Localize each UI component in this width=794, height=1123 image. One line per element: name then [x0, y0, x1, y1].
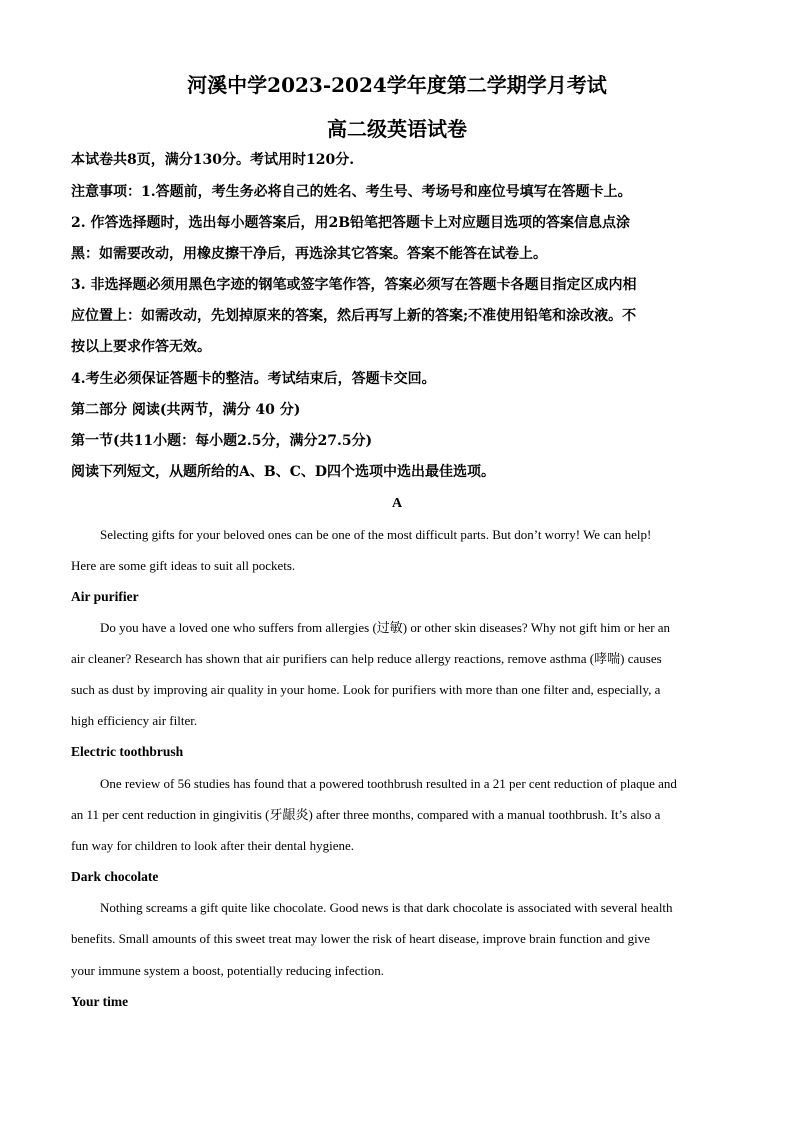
- note-1: 注意事项：1.答题前，考生务必将自己的姓名、考生号、考场号和座位号填写在答题卡上。: [71, 184, 632, 200]
- exam-title: 河溪中学2023-2024学年度第二学期学月考试: [187, 73, 607, 97]
- part-heading: 第二部分 阅读(共两节，满分 40 分): [71, 402, 301, 418]
- heading-electric-toothbrush: Electric toothbrush: [71, 744, 184, 759]
- heading-dark-chocolate: Dark chocolate: [71, 869, 159, 884]
- paragraph-2-line-3: fun way for children to look after their dental hygiene.: [71, 838, 355, 853]
- note-3-line-1: 3. 非选择题必须用黑色字迹的钢笔或签字笔作答，答案必须写在答题卡各题目指定区成内相: [71, 277, 637, 293]
- paragraph-1-line-1: Do you have a loved one who suffers from allergies (过敏) or other skin diseases? Why not gift him or her an: [100, 620, 671, 635]
- paragraph-2-line-1: One review of 56 studies has found that a powered toothbrush resulted in a 21 per cent reduction of plaque and: [100, 776, 677, 791]
- passage-intro-line-2: Here are some gift ideas to suit all pockets.: [71, 558, 296, 573]
- note-2-line-1: 2. 作答选择题时，选出每小题答案后，用2B铅笔把答题卡上对应题目选项的答案信息点涂: [71, 215, 631, 231]
- subpart-heading: 第一节(共11小题：每小题2.5分，满分27.5分): [71, 433, 373, 449]
- paragraph-1-line-3: such as dust by improving air quality in your home. Look for purifiers with more than one filter and, especially, a: [71, 682, 661, 697]
- paragraph-3-line-2: benefits. Small amounts of this sweet treat may lower the risk of heart disease, improve brain function and give: [71, 931, 651, 946]
- note-2-line-2: 黑：如需要改动，用橡皮擦干净后，再选涂其它答案。答案不能答在试卷上。: [71, 246, 547, 262]
- note-4: 4.考生必须保证答题卡的整洁。考试结束后，答题卡交回。: [71, 371, 436, 387]
- paragraph-2-line-2: an 11 per cent reduction in gingivitis (牙龈炎) after three months, compared with a manual toothbrush. It’s also a: [71, 807, 661, 822]
- paragraph-1-line-4: high efficiency air filter.: [71, 713, 198, 728]
- exam-subtitle: 高二级英语试卷: [327, 117, 467, 141]
- note-3-line-3: 按以上要求作答无效。: [71, 339, 211, 355]
- paragraph-3-line-3: your immune system a boost, potentially reducing infection.: [71, 963, 385, 978]
- exam-intro: 本试卷共8页，满分130分。考试用时120分.: [71, 152, 355, 168]
- heading-air-purifier: Air purifier: [71, 589, 139, 604]
- reading-direction: 阅读下列短文，从题所给的A、B、C、D四个选项中选出最佳选项。: [71, 464, 495, 480]
- passage-label: A: [391, 496, 403, 511]
- heading-your-time: Your time: [71, 994, 129, 1009]
- note-3-line-2: 应位置上：如需改动，先划掉原来的答案，然后再写上新的答案;不准使用铅笔和涂改液。不: [71, 308, 637, 324]
- passage-intro-line-1: Selecting gifts for your beloved ones can be one of the most difficult parts. But don’t worry! We can help!: [100, 527, 652, 542]
- paragraph-1-line-2: air cleaner? Research has shown that air purifiers can help reduce allergy reactions, remove asthma (哮喘) causes: [71, 651, 662, 666]
- paragraph-3-line-1: Nothing screams a gift quite like chocolate. Good news is that dark chocolate is associated with several health: [100, 900, 673, 915]
